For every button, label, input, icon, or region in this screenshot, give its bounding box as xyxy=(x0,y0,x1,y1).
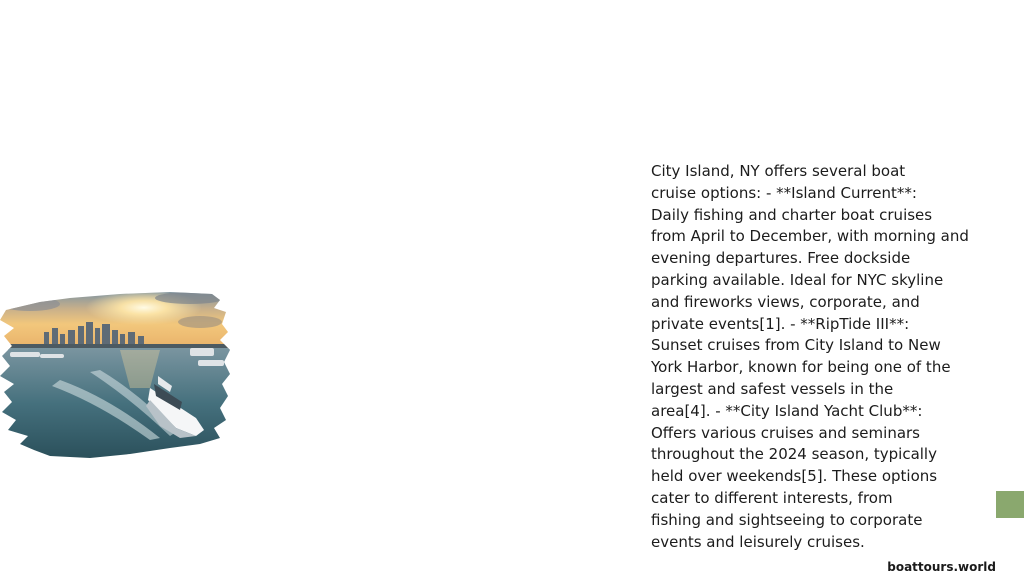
description-line: cruise options: - **Island Current**: xyxy=(651,183,917,202)
description-line: Offers various cruises and seminars xyxy=(651,423,920,442)
description-line: held over weekends[5]. These options xyxy=(651,467,938,486)
description-line: private events[1]. - **RipTide III**: xyxy=(651,314,910,333)
description-line: events and leisurely cruises. xyxy=(651,532,865,551)
site-name: boattours.world xyxy=(887,560,996,574)
description-line: York Harbor, known for being one of the xyxy=(651,358,951,377)
accent-square xyxy=(996,491,1024,518)
cruise-options-description xyxy=(651,161,981,553)
description-line: area[4]. - **City Island Yacht Club**: xyxy=(651,401,923,420)
description-line: Sunset cruises from City Island to New xyxy=(651,336,941,355)
description-line: cater to different interests, from xyxy=(651,488,893,507)
description-line: largest and safest vessels in the xyxy=(651,379,894,398)
description-line: City Island, NY offers several boat xyxy=(651,162,906,180)
description-line: Daily fishing and charter boat cruises xyxy=(651,205,933,224)
description-line: evening departures. Free dockside xyxy=(651,249,911,268)
description-line: fishing and sightseeing to corporate xyxy=(651,510,923,529)
yacht-sunset-image xyxy=(0,288,232,460)
description-line: and fireworks views, corporate, and xyxy=(651,292,920,311)
description-line: from April to December, with morning and xyxy=(651,227,969,246)
description-line: parking available. Ideal for NYC skyline xyxy=(651,270,944,289)
description-line: throughout the 2024 season, typically xyxy=(651,445,937,464)
